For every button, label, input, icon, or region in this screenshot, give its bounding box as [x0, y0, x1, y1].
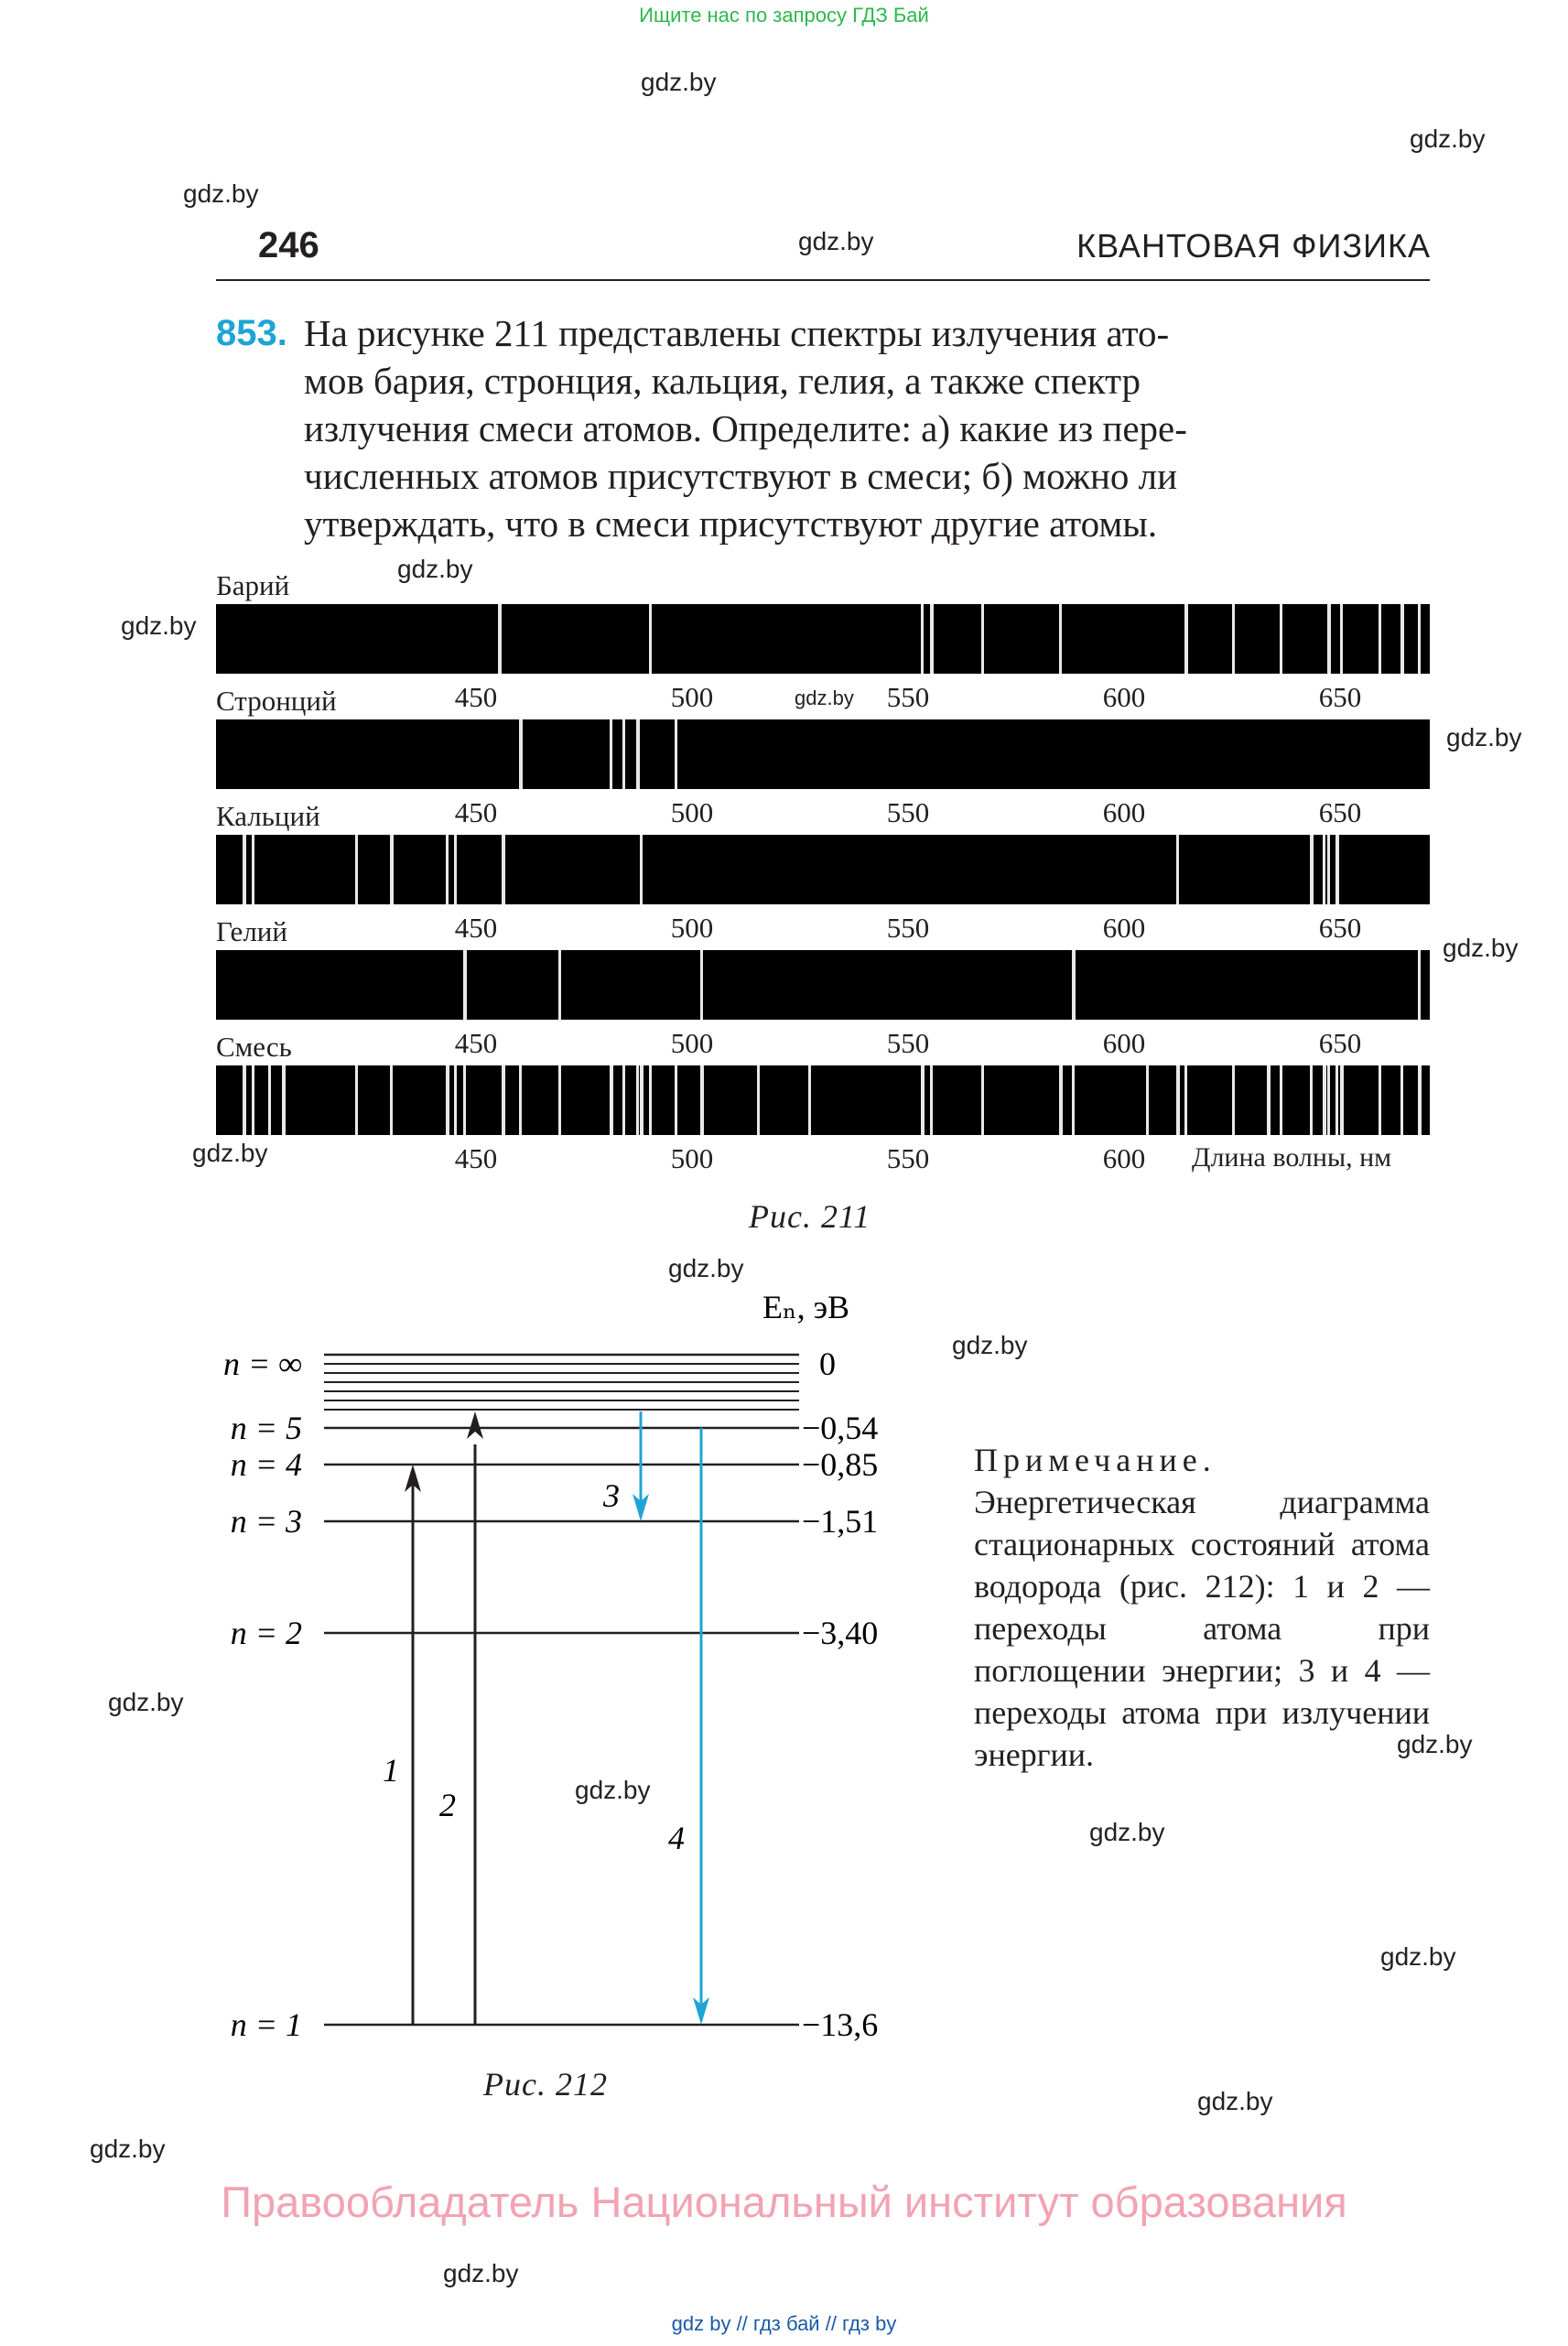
problem-line: утверждать, что в смеси присутствуют другие атомы. — [304, 503, 1158, 545]
wavelength-tick-label: 600 — [1102, 912, 1146, 944]
watermark: gdz.by — [1197, 2087, 1273, 2115]
wavelength-tick-label: 550 — [886, 796, 930, 828]
energy-axis-title: Eₙ, эВ — [762, 1289, 850, 1325]
section-title: КВАНТОВАЯ ФИЗИКА — [1076, 227, 1431, 265]
wavelength-tick-label: 500 — [670, 912, 714, 944]
energy-value: 0 — [819, 1346, 836, 1382]
bottom-links[interactable]: gdz by // гдз бай // гдз by — [671, 2312, 897, 2335]
wavelength-tick-label: 500 — [670, 1027, 714, 1059]
watermark: gdz.by — [795, 687, 854, 709]
wavelength-tick-label: 550 — [886, 912, 930, 944]
wavelength-tick-label: 500 — [670, 796, 714, 828]
wavelength-tick-label: 500 — [670, 681, 714, 713]
wavelength-tick-label: 450 — [454, 912, 498, 944]
wavelength-tick-label: 650 — [1318, 1027, 1362, 1059]
level-label: n = 3 — [230, 1503, 302, 1540]
watermark: gdz.by — [1410, 124, 1486, 153]
watermark: gdz.by — [90, 2135, 166, 2163]
wavelength-tick-label: 600 — [1102, 1142, 1146, 1174]
watermark: gdz.by — [798, 227, 874, 255]
transition-1-arrow — [405, 1465, 421, 2025]
transition-label: 2 — [439, 1787, 456, 1823]
watermark: gdz.by — [397, 555, 473, 583]
wavelength-axis-title: Длина волны, нм — [1192, 1142, 1392, 1173]
wavelength-tick-label: 450 — [454, 1142, 498, 1174]
level-n-infinity — [324, 1355, 799, 1410]
level-label: n = 1 — [230, 2006, 302, 2043]
energy-value: −3,40 — [802, 1615, 879, 1651]
energy-value: −13,6 — [802, 2006, 879, 2043]
figure-212-caption: Рис. 212 — [483, 2066, 608, 2103]
problem-number: 853. — [216, 313, 287, 353]
spectrum-label: Кальций — [216, 800, 320, 832]
transition-label: 3 — [603, 1477, 620, 1514]
watermark: gdz.by — [668, 1254, 744, 1282]
wavelength-tick-label: 650 — [1318, 681, 1362, 713]
level-label: n = 2 — [230, 1615, 302, 1651]
level-label: n = 5 — [230, 1410, 302, 1446]
spectrum-label: Гелий — [216, 915, 287, 947]
note-paragraph — [974, 1439, 1430, 1776]
level-label: n = 4 — [230, 1446, 302, 1483]
wavelength-tick-label: 550 — [886, 1027, 930, 1059]
watermark: gdz.by — [108, 1688, 184, 1716]
spectrum-label: Барий — [216, 569, 290, 601]
wavelength-tick-label: 650 — [1318, 796, 1362, 828]
energy-value: −0,54 — [802, 1410, 879, 1446]
energy-value: −1,51 — [802, 1503, 879, 1540]
figure-211-caption: Рис. 211 — [749, 1198, 871, 1235]
diagram-note — [974, 1439, 1430, 1776]
watermark: gdz.by — [641, 68, 717, 96]
watermark: gdz.by — [1446, 723, 1522, 751]
watermark: gdz.by — [192, 1139, 268, 1167]
wavelength-tick-label: 550 — [886, 1142, 930, 1174]
watermark: gdz.by — [1397, 1730, 1473, 1758]
wavelength-tick-label: 500 — [670, 1142, 714, 1174]
watermark: gdz.by — [1380, 1942, 1456, 1971]
wavelength-tick-label: 600 — [1102, 681, 1146, 713]
wavelength-tick-label: 450 — [454, 796, 498, 828]
watermark: gdz.by — [1443, 934, 1519, 962]
note-text: Энергетическая диаграмма стационарных состояний атома водорода (рис. 212): 1 и 2 — переходы атома при поглощении энергии; 3 и 4 — переходы атома при излучении энергии. — [974, 1484, 1430, 1773]
problem-line: мов бария, стронция, кальция, гелия, а также спектр — [304, 360, 1141, 402]
energy-value: −0,85 — [802, 1446, 879, 1483]
wavelength-tick-label: 450 — [454, 681, 498, 713]
transition-label: 1 — [383, 1752, 399, 1789]
wavelength-tick-label: 600 — [1102, 796, 1146, 828]
problem-line: излучения смеси атомов. Определите: а) какие из пере- — [304, 407, 1187, 449]
problem-line: На рисунке 211 представлены спектры излучения ато- — [304, 312, 1170, 354]
note-lead: Примечание. — [974, 1442, 1217, 1478]
watermark: gdz.by — [952, 1331, 1028, 1359]
watermark: gdz.by — [121, 611, 197, 640]
page-number: 246 — [258, 225, 319, 265]
transition-4-arrow — [693, 1428, 709, 2025]
top-search-note: Ищите нас по запросу ГДЗ Бай — [639, 4, 929, 27]
watermark: gdz.by — [183, 179, 259, 208]
problem-line: численных атомов присутствуют в смеси; б) можно ли — [304, 455, 1178, 497]
watermark: gdz.by — [443, 2259, 519, 2287]
level-label: n = ∞ — [223, 1346, 302, 1382]
watermark: gdz.by — [575, 1776, 651, 1804]
wavelength-tick-label: 650 — [1318, 912, 1362, 944]
spectrum-label: Смесь — [216, 1031, 292, 1063]
wavelength-tick-label: 550 — [886, 681, 930, 713]
spectrum-label: Стронций — [216, 685, 337, 717]
transition-2-arrow — [467, 1411, 483, 2025]
watermark: gdz.by — [1089, 1818, 1165, 1846]
wavelength-tick-label: 600 — [1102, 1027, 1146, 1059]
copyright-notice: Правообладатель Национальный институт образования — [221, 2178, 1347, 2226]
wavelength-tick-label: 450 — [454, 1027, 498, 1059]
transition-label: 4 — [668, 1820, 685, 1856]
